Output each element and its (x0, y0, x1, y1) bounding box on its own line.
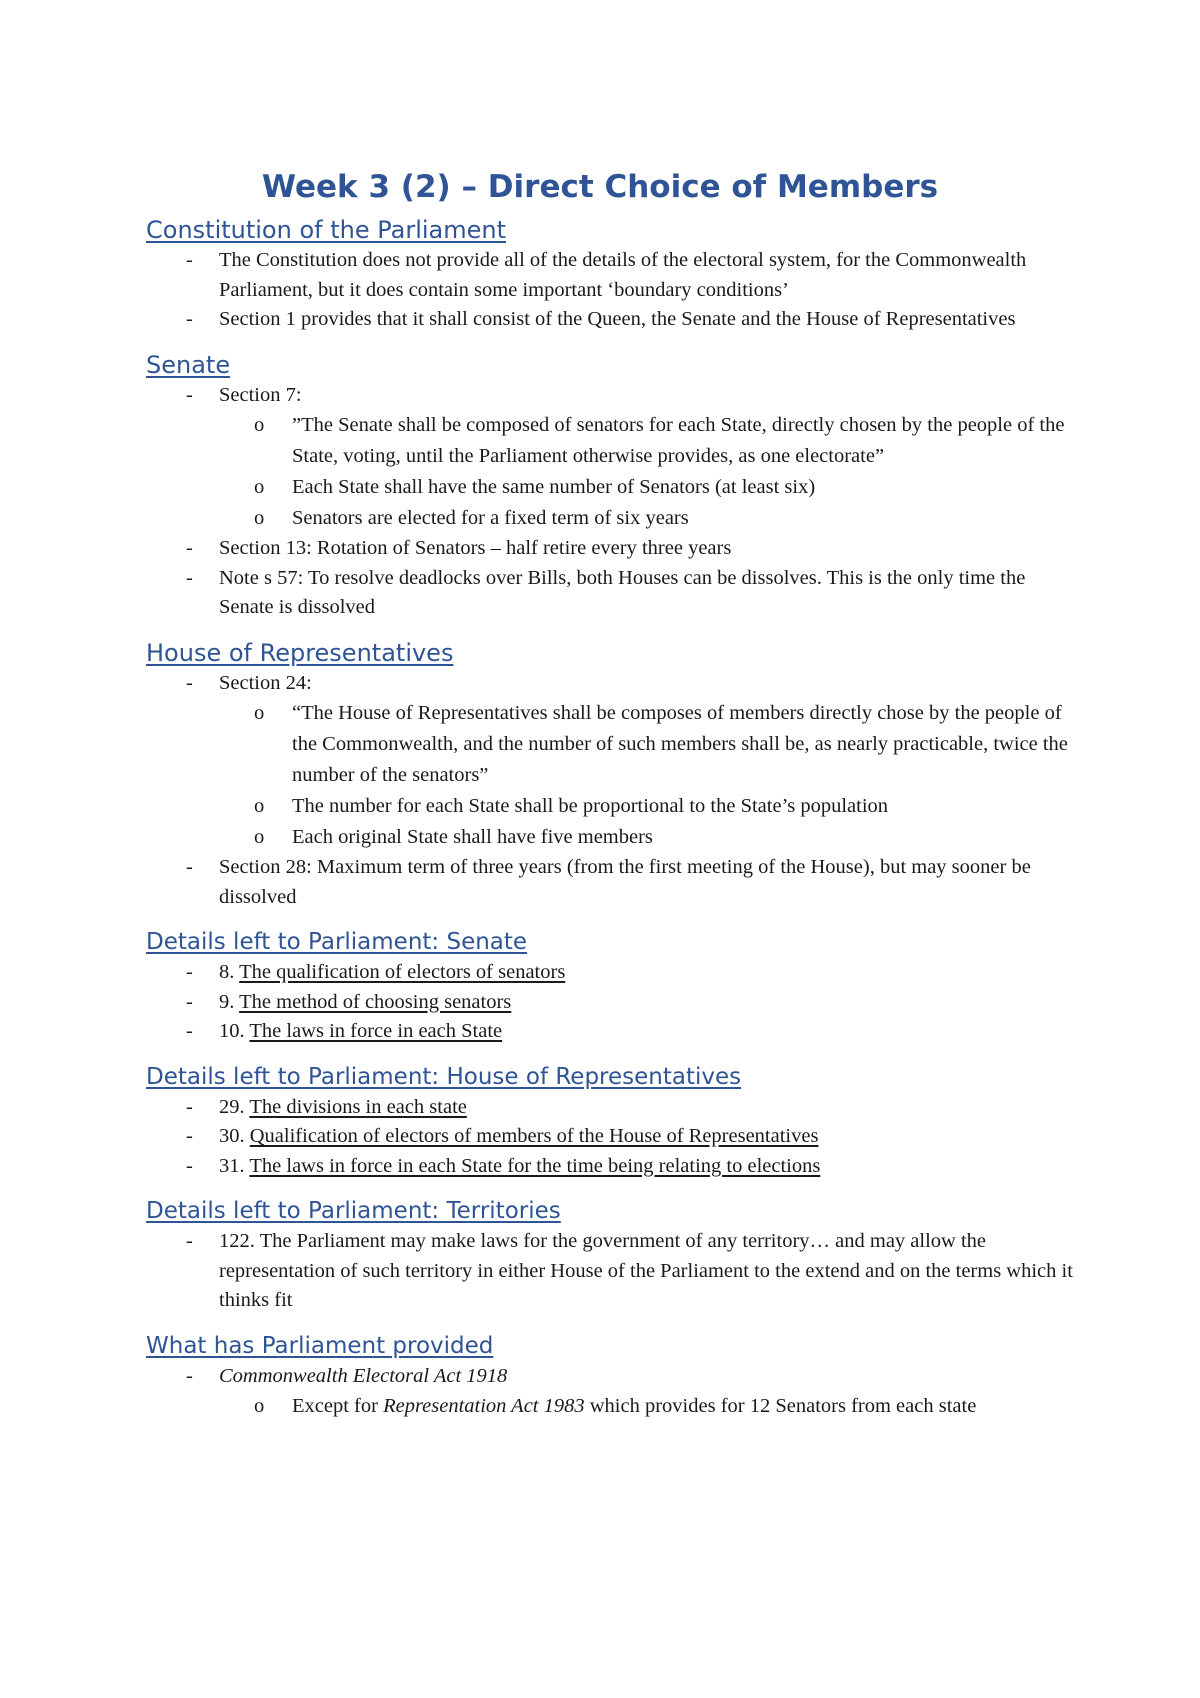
list-item (146, 988, 1076, 1018)
heading-senate: Senate (146, 350, 231, 379)
section7-sublist (219, 410, 1076, 534)
list-item (146, 381, 1076, 535)
section-provided (146, 1330, 1076, 1423)
item-text: The qualification of electors of senators (239, 961, 566, 983)
provided-sublist (219, 1391, 1076, 1422)
section-constitution (146, 214, 1076, 335)
list-item (146, 1362, 1076, 1423)
except-prefix: Except for (292, 1395, 384, 1417)
item-number: 8. (219, 961, 235, 983)
section-details-house (146, 1061, 1076, 1182)
item-text: The laws in force in each State (249, 1020, 503, 1042)
heading-details-senate: Details left to Parliament: Senate (146, 929, 528, 955)
sub-list-item (146, 1391, 1076, 1422)
item-text: The laws in force in each State for the time being relating to elections (249, 1154, 821, 1177)
list-item (146, 1093, 1076, 1123)
item-number: 30. (219, 1125, 245, 1147)
list-item (146, 1152, 1076, 1182)
heading-details-territories: Details left to Parliament: Territories (146, 1198, 561, 1224)
heading-provided: What has Parliament provided (146, 1332, 494, 1359)
senate-list (146, 381, 1076, 623)
details-territories-list (146, 1227, 1076, 1316)
list-item (146, 669, 1076, 854)
section-details-territories (146, 1195, 1076, 1316)
sub-list-item: o “The House of Representatives shall be composes of members directly chose by the people of the Commonwealth, and the number of such members shall be, as nearly practicable, twice the number of the senators” (146, 698, 1076, 791)
item-text: The method of choosing senators (239, 990, 512, 1013)
details-house-list (146, 1093, 1076, 1182)
heading-house: House of Representatives (146, 638, 454, 667)
heading-constitution: Constitution of the Parliament (146, 216, 507, 244)
representation-act: Representation Act 1983 (383, 1395, 585, 1417)
sub-list-item: o The number for each State shall be proportional to the State’s population (146, 791, 1076, 822)
list-item: - Section 28: Maximum term of three years (from the first meeting of the House), but may sooner be dissolved (146, 853, 1076, 912)
heading-details-house: Details left to Parliament: House of Representatives (146, 1063, 742, 1090)
section-house (146, 637, 1076, 913)
sub-list-item: o Senators are elected for a fixed term of six years (146, 503, 1076, 534)
item-text: The divisions in each state (249, 1095, 467, 1118)
sub-list-item: o Each State shall have the same number of Senators (at least six) (146, 472, 1076, 503)
sub-list-item: o Each original State shall have five members (146, 822, 1076, 853)
list-item: - 122. The Parliament may make laws for the government of any territory… and may allow the representation of such territory in either House of the Parliament to the extend and on the terms which it thinks fit (146, 1227, 1076, 1316)
constitution-list (146, 246, 1076, 335)
item-number: 31. (219, 1154, 245, 1177)
list-item: - Section 1 provides that it shall consist of the Queen, the Senate and the House of Representatives (146, 305, 1076, 335)
list-item: - The Constitution does not provide all of the details of the electoral system, for the Commonwealth Parliament, but it does contain some important ‘boundary conditions’ (146, 246, 1076, 305)
provided-list (146, 1362, 1076, 1423)
except-suffix: which provides for 12 Senators from each state (584, 1395, 977, 1417)
page-title: Week 3 (2) – Direct Choice of Members (261, 169, 939, 205)
details-senate-list (146, 958, 1076, 1047)
list-item: - Note s 57: To resolve deadlocks over Bills, both Houses can be dissolves. This is the only time the Senate is dissolved (146, 564, 1076, 623)
list-item (146, 1017, 1076, 1047)
item-number: 9. (219, 990, 235, 1013)
list-item (146, 958, 1076, 988)
list-item: - Section 13: Rotation of Senators – half retire every three years (146, 534, 1076, 564)
item-text: Qualification of electors of members of the House of Representatives (249, 1125, 819, 1147)
sub-list-item: o ”The Senate shall be composed of senators for each State, directly chosen by the people of the State, voting, until the Parliament otherwise provides, as one electorate” (146, 410, 1076, 472)
section-senate (146, 349, 1076, 623)
section24-label: Section 24: (219, 671, 312, 694)
section7-label: Section 7: (219, 383, 302, 406)
section24-sublist (219, 698, 1076, 853)
document-body (146, 214, 1076, 1436)
electoral-act: Commonwealth Electoral Act 1918 (219, 1364, 508, 1387)
house-list (146, 669, 1076, 913)
list-item (146, 1122, 1076, 1152)
section-details-senate (146, 926, 1076, 1047)
item-number: 10. (219, 1020, 245, 1042)
item-number: 29. (219, 1095, 245, 1118)
